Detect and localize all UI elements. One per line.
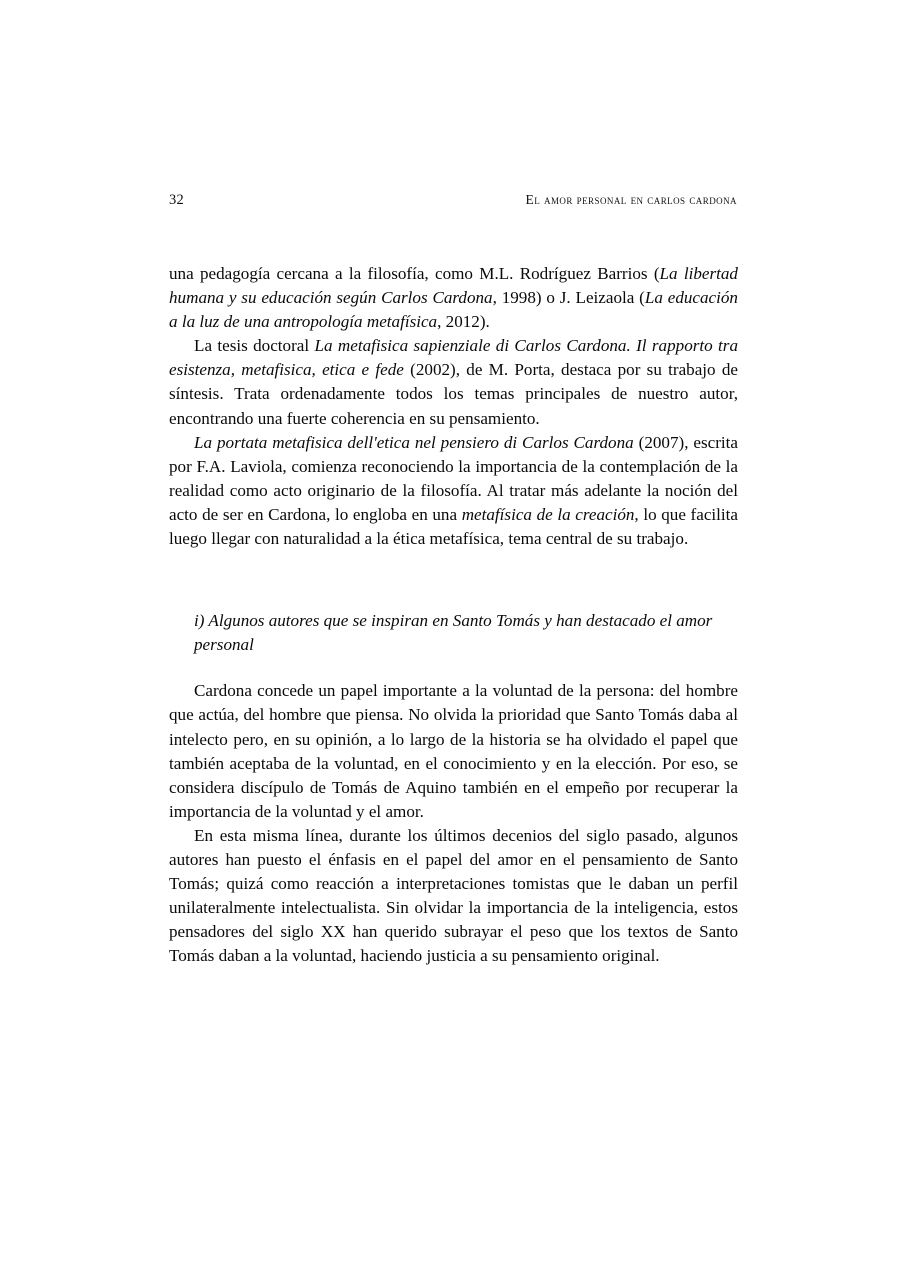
- running-head-title: el amor personal en carlos cardona: [525, 192, 737, 207]
- italic-run: La metafisica sapienziale di Carlos Cardona. Il rapporto tra esistenza, metafisica, etica e fede: [169, 336, 738, 380]
- italic-run: La libertad humana y su educación según Carlos Cardona: [169, 264, 738, 308]
- spacer-after-subheading: [169, 657, 738, 679]
- italic-run: La portata metafisica dell'etica nel pensiero di Carlos Cardona: [194, 432, 634, 452]
- running-head: [169, 192, 737, 212]
- paragraph-1: una pedagogía cercana a la filosofía, como M.L. Rodríguez Barrios (La libertad humana y su educación según Carlos Cardona, 1998) o J. Leizaola (La educación a la luz de una antropología metafísica, 2012).: [169, 264, 738, 332]
- body-text-block: [169, 262, 738, 968]
- paragraph-4: Cardona concede un papel importante a la voluntad de la persona: del hombre que actúa, del hombre que piensa. No olvida la prioridad que Santo Tomás daba al intelecto pero, en su opinión, a lo largo de la historia se ha olvidado el papel que también aceptaba de la voluntad, en el conocimiento y en la elección. Por eso, se considera discípulo de Tomás de Aquino también en el empeño por recuperar la importancia de la voluntad y el amor.: [169, 681, 738, 821]
- italic-run: metafísica de la creación: [461, 504, 635, 524]
- section-subheading: i) Algunos autores que se inspiran en Santo Tomás y han destacado el amor personal: [194, 611, 713, 655]
- page-number: 32: [169, 192, 184, 208]
- paragraph-2: La tesis doctoral La metafisica sapienziale di Carlos Cardona. Il rapporto tra esistenza, metafisica, etica e fede (2002), de M. Porta, destaca por su trabajo de síntesis. Trata ordenadamente todos los temas principales de nuestro autor, encontrando una fuerte coherencia en su pensamiento.: [169, 336, 738, 428]
- paragraph-3: La portata metafisica dell'etica nel pensiero di Carlos Cardona (2007), escrita por F.A. Laviola, comienza reconociendo la importancia de la contemplación de la realidad como acto originario de la filosofía. Al tratar más adelante la noción del acto de ser en Cardona, lo engloba en una metafísica de la creación, lo que facilita luego llegar con naturalidad a la ética metafísica, tema central de su trabajo.: [169, 432, 739, 549]
- spacer-before-subheading: [169, 551, 738, 609]
- paragraph-5: En esta misma línea, durante los últimos decenios del siglo pasado, algunos autores han puesto el énfasis en el papel del amor en el pensamiento de Santo Tomás; quizá como reacción a interpretaciones tomistas que le daban un perfil unilateralmente intelectualista. Sin olvidar la importancia de la inteligencia, estos pensadores del siglo XX han querido subrayar el peso que los textos de Santo Tomás daban a la voluntad, haciendo justicia a su pensamiento original.: [169, 825, 738, 966]
- italic-run: La educación a la luz de una antropología metafísica: [169, 288, 738, 332]
